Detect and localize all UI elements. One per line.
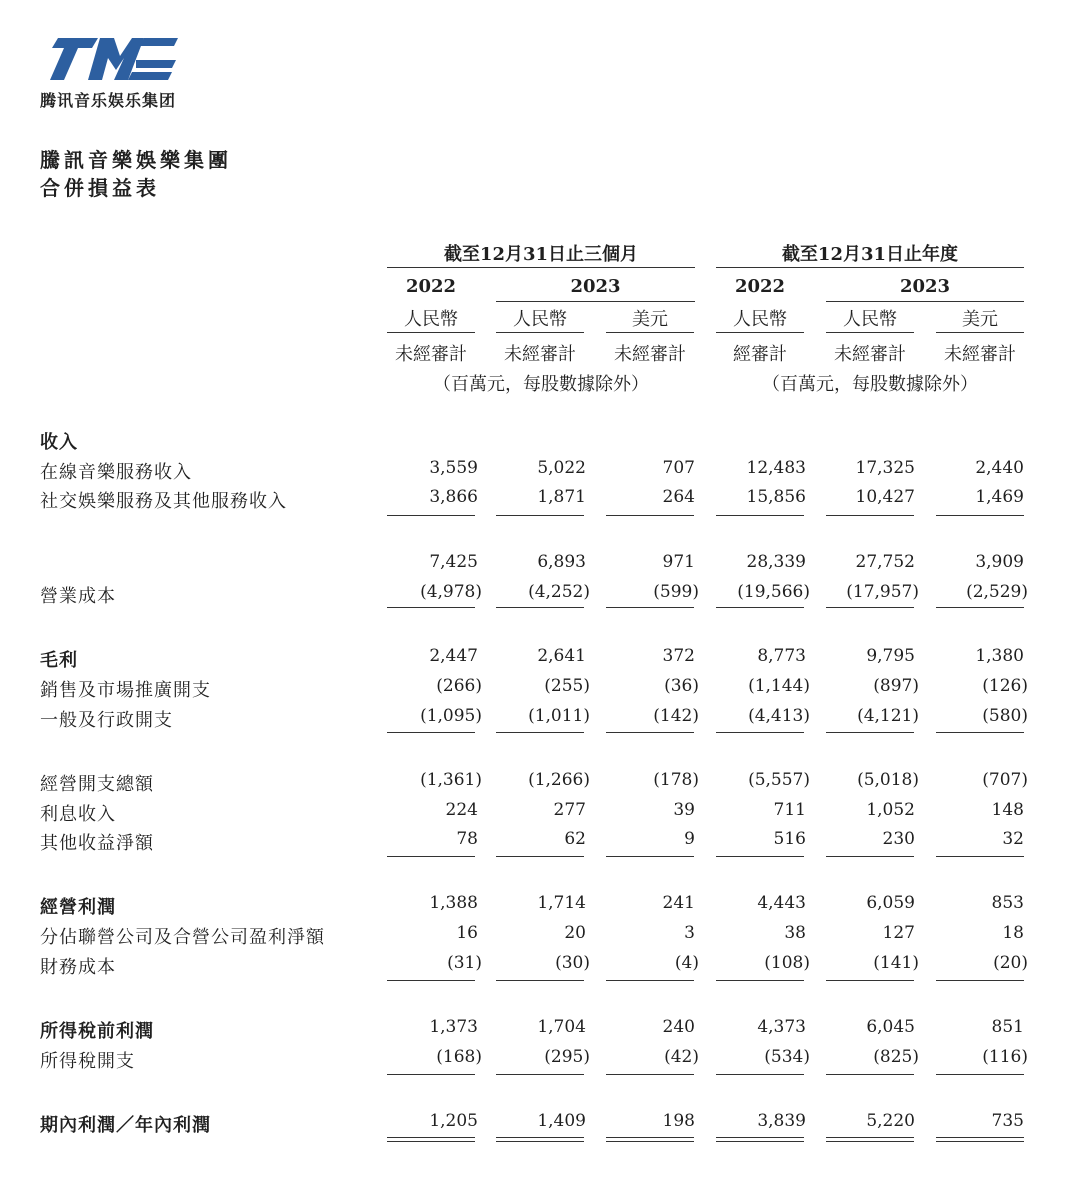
subtotal-rule [826,732,914,733]
table-cell: 711 [773,800,806,820]
table-cell: 1,388 [429,893,478,913]
subtotal-rule [387,732,475,733]
table-cell: 17,325 [855,458,915,478]
company-logo [40,36,220,111]
subtotal-rule [826,856,914,857]
row-label: 其他收益淨額 [40,833,154,854]
row-label: 經營利潤 [40,897,116,918]
year-header: 2022 [405,276,457,297]
currency-header: 美元 [962,309,998,330]
subtotal-rule [606,856,694,857]
year-rule [496,301,695,302]
table-cell: 1,409 [537,1111,586,1131]
table-cell: (580) [982,706,1028,726]
subtotal-rule [716,515,804,516]
row-label: 利息收入 [40,804,116,825]
currency-header: 人民幣 [513,309,567,330]
subtotal-rule [936,732,1024,733]
table-cell: (4,252) [528,582,590,602]
table-cell: (1,266) [528,770,590,790]
table-cell: (5,557) [748,770,810,790]
table-cell: (36) [664,676,699,696]
table-cell: 224 [445,800,478,820]
row-label: 所得稅開支 [40,1051,135,1072]
table-cell: 240 [662,1017,695,1037]
row-label: 分佔聯營公司及合營公司盈利淨額 [40,927,325,948]
table-cell: (1,011) [528,706,590,726]
table-cell: 735 [991,1111,1024,1131]
subtotal-rule [387,607,475,608]
table-cell: (108) [764,953,810,973]
table-cell: 1,871 [537,487,586,507]
subtotal-rule [606,607,694,608]
row-label: 經營開支總額 [40,774,154,795]
table-cell: (168) [436,1047,482,1067]
table-cell: 6,893 [537,552,586,572]
table-cell: 1,469 [975,487,1024,507]
audit-header: 未經審計 [614,344,686,365]
subtotal-rule [716,732,804,733]
total-double-rule [716,1137,804,1142]
table-cell: 9,795 [866,646,915,666]
table-cell: 4,373 [757,1017,806,1037]
subtotal-rule [496,607,584,608]
table-cell: 32 [1002,829,1024,849]
subtotal-rule [936,515,1024,516]
table-cell: (825) [873,1047,919,1067]
subtotal-rule [936,607,1024,608]
table-cell: (1,361) [420,770,482,790]
total-double-rule [936,1137,1024,1142]
table-cell: 2,440 [975,458,1024,478]
table-cell: 18 [1002,923,1024,943]
logo-caption: 腾讯音乐娱乐集团 [40,91,177,110]
table-cell: 1,714 [537,893,586,913]
table-cell: 38 [784,923,806,943]
header-rule-year [716,267,1024,268]
table-cell: 9 [684,829,695,849]
subtotal-rule [936,1074,1024,1075]
total-double-rule [826,1137,914,1142]
table-cell: 62 [564,829,586,849]
table-cell: 971 [662,552,695,572]
table-cell: (42) [664,1047,699,1067]
period-header-year: 截至12月31日止年度 [781,244,959,265]
table-cell: 1,380 [975,646,1024,666]
table-cell: (4) [674,953,699,973]
table-cell: 148 [991,800,1024,820]
subtotal-rule [496,980,584,981]
table-cell: 241 [662,893,695,913]
subtotal-rule [826,1074,914,1075]
table-cell: 2,641 [537,646,586,666]
table-cell: 1,205 [429,1111,478,1131]
currency-header: 人民幣 [843,309,897,330]
row-label: 所得稅前利潤 [40,1021,154,1042]
table-cell: (178) [653,770,699,790]
table-cell: (142) [653,706,699,726]
statement-title: 合併損益表 [40,176,160,200]
row-label: 社交娛樂服務及其他服務收入 [40,491,287,512]
row-label: 一般及行政開支 [40,710,173,731]
subtotal-rule [826,607,914,608]
table-cell: 28,339 [746,552,806,572]
table-cell: 516 [773,829,806,849]
currency-rule [496,332,584,333]
table-cell: (1,144) [748,676,810,696]
table-cell: (141) [873,953,919,973]
table-cell: (19,566) [737,582,810,602]
table-cell: 39 [673,800,695,820]
table-cell: (5,018) [857,770,919,790]
row-label: 收入 [40,432,78,453]
table-cell: 8,773 [757,646,806,666]
table-cell: 853 [991,893,1024,913]
table-cell: 6,045 [866,1017,915,1037]
subtotal-rule [936,856,1024,857]
subtotal-rule [496,1074,584,1075]
table-cell: 20 [564,923,586,943]
table-cell: 27,752 [855,552,915,572]
currency-rule [387,332,475,333]
total-double-rule [606,1137,694,1142]
table-cell: 230 [882,829,915,849]
subtotal-rule [387,980,475,981]
subtotal-rule [716,607,804,608]
table-cell: (534) [764,1047,810,1067]
table-cell: 5,220 [866,1111,915,1131]
table-cell: (17,957) [846,582,919,602]
audit-header: 未經審計 [395,344,467,365]
row-label: 銷售及市場推廣開支 [40,680,211,701]
subtotal-rule [716,856,804,857]
subtotal-rule [387,856,475,857]
table-cell: (1,095) [420,706,482,726]
table-cell: 16 [456,923,478,943]
year-rule [826,301,1024,302]
table-cell: 12,483 [746,458,806,478]
subtotal-rule [606,515,694,516]
company-name: 騰訊音樂娛樂集團 [40,148,232,172]
row-label: 毛利 [40,650,78,671]
subtotal-rule [716,1074,804,1075]
table-cell: (2,529) [966,582,1028,602]
table-cell: (31) [447,953,482,973]
table-cell: 3,839 [757,1111,806,1131]
table-cell: (4,978) [420,582,482,602]
subtotal-rule [387,515,475,516]
audit-header: 未經審計 [944,344,1016,365]
audit-header: 經審計 [733,344,787,365]
subtotal-rule [606,980,694,981]
table-cell: (255) [544,676,590,696]
table-cell: 2,447 [429,646,478,666]
currency-rule [716,332,804,333]
currency-rule [936,332,1024,333]
unit-note: （百萬元，每股數據除外） [762,374,978,395]
row-label: 財務成本 [40,957,116,978]
table-cell: (707) [982,770,1028,790]
table-cell: (30) [555,953,590,973]
subtotal-rule [826,980,914,981]
period-header-quarter: 截至12月31日止三個月 [443,244,639,265]
table-cell: 3,909 [975,552,1024,572]
table-cell: 1,373 [429,1017,478,1037]
table-cell: 78 [456,829,478,849]
table-cell: 6,059 [866,893,915,913]
subtotal-rule [496,856,584,857]
table-cell: 3,866 [429,487,478,507]
year-header: 2022 [734,276,786,297]
currency-rule [826,332,914,333]
unit-note: （百萬元，每股數據除外） [433,374,649,395]
table-cell: 10,427 [855,487,915,507]
currency-header: 美元 [632,309,668,330]
table-cell: 4,443 [757,893,806,913]
table-cell: 707 [662,458,695,478]
year-header: 2023 [570,276,621,297]
total-double-rule [496,1137,584,1142]
table-cell: (599) [653,582,699,602]
table-cell: 1,704 [537,1017,586,1037]
table-cell: 7,425 [429,552,478,572]
table-cell: 3 [684,923,695,943]
row-label: 營業成本 [40,586,116,607]
tme-logo-icon [40,36,180,82]
row-label: 在線音樂服務收入 [40,462,192,483]
header-rule-quarter [387,267,695,268]
table-cell: 264 [662,487,695,507]
currency-rule [606,332,694,333]
table-cell: 277 [553,800,586,820]
currency-header: 人民幣 [733,309,787,330]
table-cell: 372 [662,646,695,666]
table-cell: (4,121) [857,706,919,726]
row-label: 期內利潤／年內利潤 [40,1115,211,1136]
table-cell: 851 [991,1017,1024,1037]
table-cell: (20) [993,953,1028,973]
currency-header: 人民幣 [404,309,458,330]
table-cell: 127 [882,923,915,943]
subtotal-rule [387,1074,475,1075]
subtotal-rule [496,732,584,733]
total-double-rule [387,1137,475,1142]
year-header: 2023 [899,276,951,297]
table-cell: 3,559 [429,458,478,478]
subtotal-rule [606,732,694,733]
subtotal-rule [606,1074,694,1075]
subtotal-rule [496,515,584,516]
table-cell: 198 [662,1111,695,1131]
subtotal-rule [716,980,804,981]
table-cell: (126) [982,676,1028,696]
subtotal-rule [936,980,1024,981]
table-cell: (266) [436,676,482,696]
audit-header: 未經審計 [504,344,576,365]
audit-header: 未經審計 [834,344,906,365]
table-cell: (295) [544,1047,590,1067]
subtotal-rule [826,515,914,516]
table-cell: 5,022 [537,458,586,478]
table-cell: 15,856 [746,487,806,507]
table-cell: (116) [982,1047,1028,1067]
company-title [40,146,232,202]
table-cell: (897) [873,676,919,696]
table-cell: 1,052 [866,800,915,820]
table-cell: (4,413) [748,706,810,726]
